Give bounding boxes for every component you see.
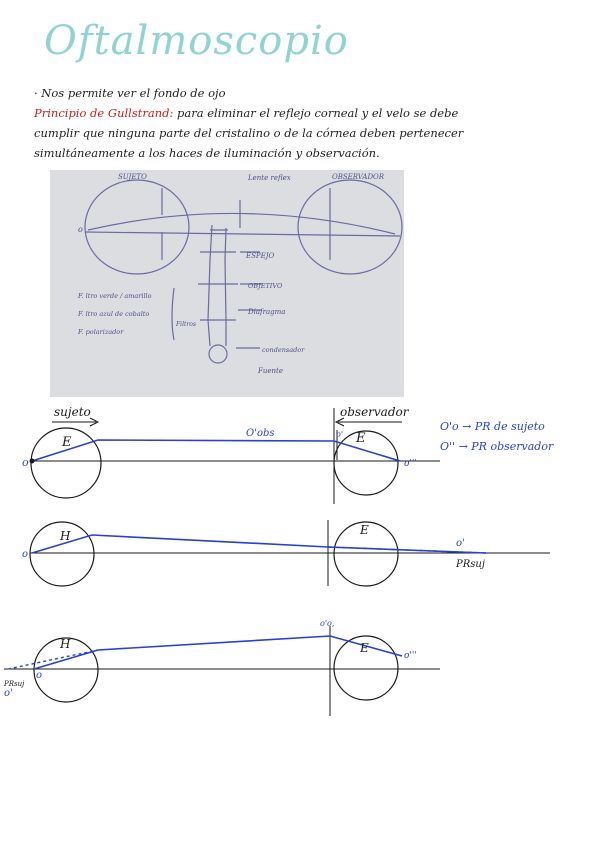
label-o1: o' [4,688,13,699]
label-o-obs: o' [336,430,344,439]
label-o-far: o''' [404,651,417,661]
diagram-3 [0,612,600,722]
ray-path [32,535,486,553]
ray-path [32,440,400,461]
light-source [209,345,227,363]
photo-label-condensador: condensador [262,346,305,354]
label-o: o [22,549,29,560]
label-o-far: o''' [404,459,417,469]
legend-line-2: O'' → PR observador [440,440,554,453]
note-line-4: simultáneamente a los haces de iluminación y observación. [34,146,380,160]
label-o1: o' [456,538,465,549]
legend-line-1: O'o → PR de sujeto [440,420,545,433]
diagram-2 [0,512,600,592]
photo-label-filtros: Filtros [176,321,196,328]
photo-label-diafragma: Diafragma [248,308,286,316]
photo-label-filtro-cobalto: F. ltro azul de cobalto [78,310,150,318]
observer-eye-outline [298,180,402,274]
label-o-mid: O'obs [246,428,275,439]
observer-eye [334,431,398,495]
ophthalmoscope-schematic [50,170,404,397]
label-H: H [60,637,71,651]
label-prsuj: PRsuj [456,559,485,570]
ophthalmoscope-photo [50,170,404,397]
label-observador: observador [340,405,409,419]
label-E: E [360,523,369,537]
label-H: H [60,529,71,543]
diagram-1 [0,400,600,510]
note-line-3: cumplir que ninguna parte del cristalino o de la córnea deben pertenecer [34,126,464,140]
label-E-observer: E [356,431,366,446]
photo-label-filtro-polarizador: F. polarizador [78,328,124,336]
label-E-subject: E [62,435,72,450]
photo-label-espejo: ESPEJO [246,252,275,260]
photo-label-o: o [78,225,83,234]
note-line-1: · Nos permite ver el fondo de ojo [34,86,226,100]
photo-label-fuente: Fuente [258,367,283,375]
photo-label-observador: OBSERVADOR [332,173,385,181]
label-E: E [360,641,369,655]
photo-label-filtro-verde: F. ltro verde / amarillo [78,292,152,300]
page-title: Oftalmoscopio [44,18,349,64]
photo-label-sujeto: SUJETO [118,173,147,181]
principle-label: Principio de Gullstrand: [34,106,174,120]
label-sujeto: sujeto [54,405,91,419]
label-o: o [36,670,43,681]
note-line-2 [34,106,458,120]
note-line-2-rest: para eliminar el reflejo corneal y el velo se debe [173,106,459,120]
photo-label-lente: Lente reflex [248,174,291,182]
photo-label-objetivo: OBJETIVO [248,282,283,290]
label-o: o [22,456,29,469]
label-prsuj: PRsuj [4,680,25,688]
ray-path [34,636,402,669]
label-o-top: o'o, [320,619,335,628]
